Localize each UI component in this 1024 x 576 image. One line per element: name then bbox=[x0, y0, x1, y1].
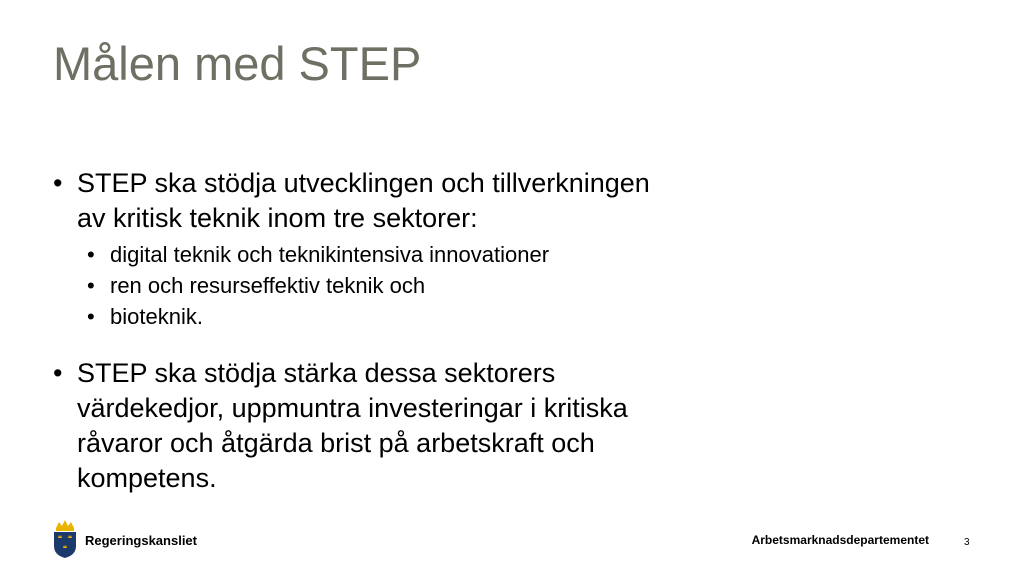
slide-title: Målen med STEP bbox=[53, 37, 422, 90]
slide-content bbox=[53, 166, 753, 496]
bullet-text-line: råvaror och åtgärda brist på arbetskraft och bbox=[77, 428, 595, 458]
sub-bullet-list bbox=[77, 239, 753, 332]
sub-bullet-dot: • bbox=[87, 242, 95, 267]
sub-bullet-text: ren och resurseffektiv teknik och bbox=[110, 273, 426, 298]
bullet-text-line: av kritisk teknik inom tre sektorer: bbox=[77, 203, 478, 233]
bullet-dot: • bbox=[53, 358, 63, 388]
bullet-item bbox=[53, 166, 753, 332]
bullet-text-line: värdekedjor, uppmuntra investeringar i kritiska bbox=[77, 393, 628, 423]
swedish-coat-of-arms-icon bbox=[52, 519, 78, 559]
bullet-text-line: STEP ska stödja utvecklingen och tillverkningen bbox=[77, 168, 650, 198]
sub-bullet-text: bioteknik. bbox=[110, 304, 203, 329]
sub-bullet-item bbox=[77, 270, 753, 301]
sub-bullet-dot: • bbox=[87, 304, 95, 329]
sub-bullet-dot: • bbox=[87, 273, 95, 298]
organization-name: Regeringskansliet bbox=[85, 533, 197, 548]
bullet-item bbox=[53, 356, 753, 496]
sub-bullet-text: digital teknik och teknikintensiva innovationer bbox=[110, 242, 550, 267]
page-number: 3 bbox=[964, 537, 970, 548]
department-name: Arbetsmarknadsdepartementet bbox=[751, 533, 929, 547]
bullet-dot: • bbox=[53, 168, 63, 198]
sub-bullet-item bbox=[77, 301, 753, 332]
bullet-text-line: STEP ska stödja stärka dessa sektorers bbox=[77, 358, 556, 388]
bullet-text-line: kompetens. bbox=[77, 463, 217, 493]
sub-bullet-item bbox=[77, 239, 753, 270]
